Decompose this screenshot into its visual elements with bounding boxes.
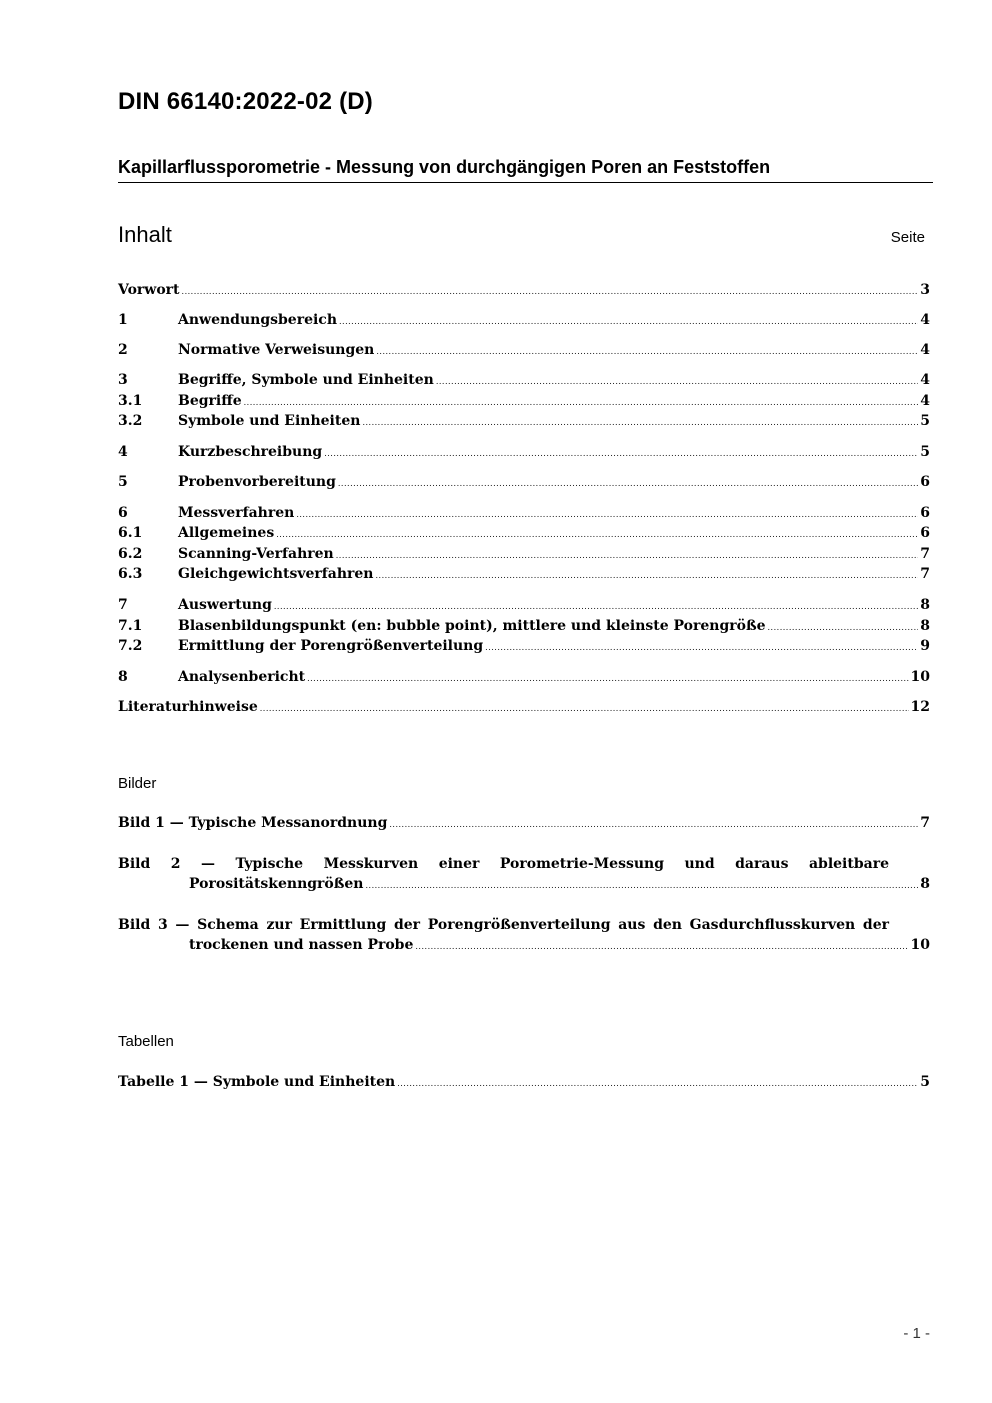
toc-leader <box>485 636 918 658</box>
toc-entry-title: Begriffe, Symbole und Einheiten <box>178 372 434 388</box>
figure-entry-title-continued: trockenen und nassen Probe <box>189 937 414 953</box>
toc-entry-page: 4 <box>920 342 930 358</box>
toc-entry[interactable] <box>118 523 930 543</box>
toc-entry-page: 7 <box>920 566 930 582</box>
toc-entry-number: 1 <box>118 312 128 328</box>
toc-leader <box>376 340 918 362</box>
toc-entry[interactable] <box>118 411 930 431</box>
toc-entry-number: 8 <box>118 669 128 685</box>
figure-entry-page: 8 <box>920 876 930 892</box>
figure-entry-title: Bild 3 — Schema zur Ermittlung der Porengrößenverteilung aus den Gasdurchflusskurven der <box>118 917 889 933</box>
table-entry-page: 5 <box>920 1074 930 1090</box>
figure-entry-continuation <box>118 935 930 957</box>
toc-leader <box>324 442 918 464</box>
toc-entry-title: Kurzbeschreibung <box>178 444 323 460</box>
table-entry[interactable] <box>118 1072 930 1092</box>
toc-entry-number: 3.1 <box>118 393 143 409</box>
toc-leader <box>339 310 918 332</box>
toc-entry-page: 12 <box>910 699 930 715</box>
toc-entry-number: 6.1 <box>118 525 143 541</box>
figure-entry[interactable] <box>118 915 930 957</box>
toc-entry-number: 6.2 <box>118 546 143 562</box>
toc-entry-page: 4 <box>920 312 930 328</box>
toc-entry[interactable] <box>118 280 930 300</box>
toc-entry-title: Allgemeines <box>178 525 275 541</box>
toc-entry-page: 5 <box>920 444 930 460</box>
toc-leader <box>182 280 919 302</box>
toc-entry-number: 7.2 <box>118 638 143 654</box>
contents-heading: Inhalt <box>118 222 172 247</box>
figure-entry-title: Bild 1 — Typische Messanordnung <box>118 815 388 831</box>
toc-entry-title: Literaturhinweise <box>118 699 258 715</box>
page-number: - 1 - <box>903 1325 930 1342</box>
table-entry-title: Tabelle 1 — Symbole und Einheiten <box>118 1074 396 1090</box>
toc-entry-title: Probenvorbereitung <box>178 474 336 490</box>
toc-entry-title: Normative Verweisungen <box>178 342 375 358</box>
toc-entry-title: Vorwort <box>118 282 180 298</box>
toc-entry[interactable] <box>118 667 930 687</box>
toc-leader <box>389 813 918 835</box>
toc-leader <box>375 564 918 586</box>
toc-entry-title: Symbole und Einheiten <box>178 413 361 429</box>
toc-entry-number: 7 <box>118 597 128 613</box>
toc-entry[interactable] <box>118 697 930 717</box>
toc-entry-number: 2 <box>118 342 128 358</box>
toc-entry-page: 8 <box>920 618 930 634</box>
toc-entry-number: 3 <box>118 372 128 388</box>
toc-leader <box>296 503 918 525</box>
toc-leader <box>362 411 918 433</box>
toc-entry-page: 4 <box>920 372 930 388</box>
toc-entry-title: Messverfahren <box>178 505 295 521</box>
toc-entry[interactable] <box>118 503 930 523</box>
toc-entry[interactable] <box>118 595 930 615</box>
toc-leader <box>768 616 919 638</box>
figure-entry-title: Bild 2 — Typische Messkurven einer Porometrie-Messung und daraus ableitbare <box>118 856 889 872</box>
tables-heading: Tabellen <box>118 1033 174 1050</box>
toc-entry-page: 6 <box>920 505 930 521</box>
figures-heading: Bilder <box>118 775 157 792</box>
toc-entry[interactable] <box>118 636 930 656</box>
toc-entry-title: Ermittlung der Porengrößenverteilung <box>178 638 484 654</box>
toc-entry[interactable] <box>118 391 930 411</box>
toc-entry[interactable] <box>118 472 930 492</box>
toc-leader <box>260 697 909 719</box>
toc-entry[interactable] <box>118 370 930 390</box>
figure-entry-continuation <box>118 874 930 896</box>
toc-entry-title: Analysenbericht <box>178 669 306 685</box>
document-id: DIN 66140:2022-02 (D) <box>118 88 373 115</box>
toc-entry-page: 7 <box>920 546 930 562</box>
toc-entry-title: Anwendungsbereich <box>178 312 337 328</box>
toc-leader <box>365 874 918 896</box>
toc-leader <box>336 544 919 566</box>
toc-leader <box>276 523 918 545</box>
toc-entry-number: 4 <box>118 444 128 460</box>
toc-entry-page: 6 <box>920 474 930 490</box>
toc-entry[interactable] <box>118 564 930 584</box>
figure-entry-page: 10 <box>910 937 930 953</box>
toc-leader <box>274 595 918 617</box>
toc-entry-number: 6.3 <box>118 566 143 582</box>
toc-entry-title: Gleichgewichtsverfahren <box>178 566 374 582</box>
toc-leader <box>244 391 919 413</box>
figure-entry[interactable] <box>118 813 930 833</box>
page-column-label: Seite <box>890 229 925 246</box>
toc-entry-page: 9 <box>920 638 930 654</box>
toc-entry-page: 4 <box>920 393 930 409</box>
toc-entry-number: 6 <box>118 505 128 521</box>
toc-entry[interactable] <box>118 442 930 462</box>
toc-leader <box>415 935 908 957</box>
toc-entry-page: 6 <box>920 525 930 541</box>
toc-entry-title: Auswertung <box>178 597 272 613</box>
figure-entry-title-continued: Porositätskenngrößen <box>189 876 364 892</box>
toc-entry-title: Begriffe <box>178 393 242 409</box>
toc-entry-number: 5 <box>118 474 128 490</box>
toc-entry-number: 7.1 <box>118 618 143 634</box>
toc-entry[interactable] <box>118 616 930 636</box>
toc-entry-page: 3 <box>920 282 930 298</box>
toc-entry-page: 8 <box>920 597 930 613</box>
toc-leader <box>307 667 908 689</box>
toc-leader <box>397 1072 918 1094</box>
toc-entry-title: Blasenbildungspunkt (en: bubble point), mittlere und kleinste Porengröße <box>178 618 766 634</box>
toc-leader <box>338 472 918 494</box>
toc-entry[interactable] <box>118 310 930 330</box>
figure-entry[interactable] <box>118 854 930 896</box>
toc-entry-page: 5 <box>920 413 930 429</box>
toc-entry-page: 10 <box>910 669 930 685</box>
toc-entry[interactable] <box>118 544 930 564</box>
toc-entry[interactable] <box>118 340 930 360</box>
toc-entry-title: Scanning-Verfahren <box>178 546 334 562</box>
toc-entry-number: 3.2 <box>118 413 143 429</box>
document-title: Kapillarflussporometrie - Messung von durchgängigen Poren an Feststoffen <box>118 157 933 183</box>
figure-entry-page: 7 <box>920 815 930 831</box>
toc-leader <box>436 370 918 392</box>
